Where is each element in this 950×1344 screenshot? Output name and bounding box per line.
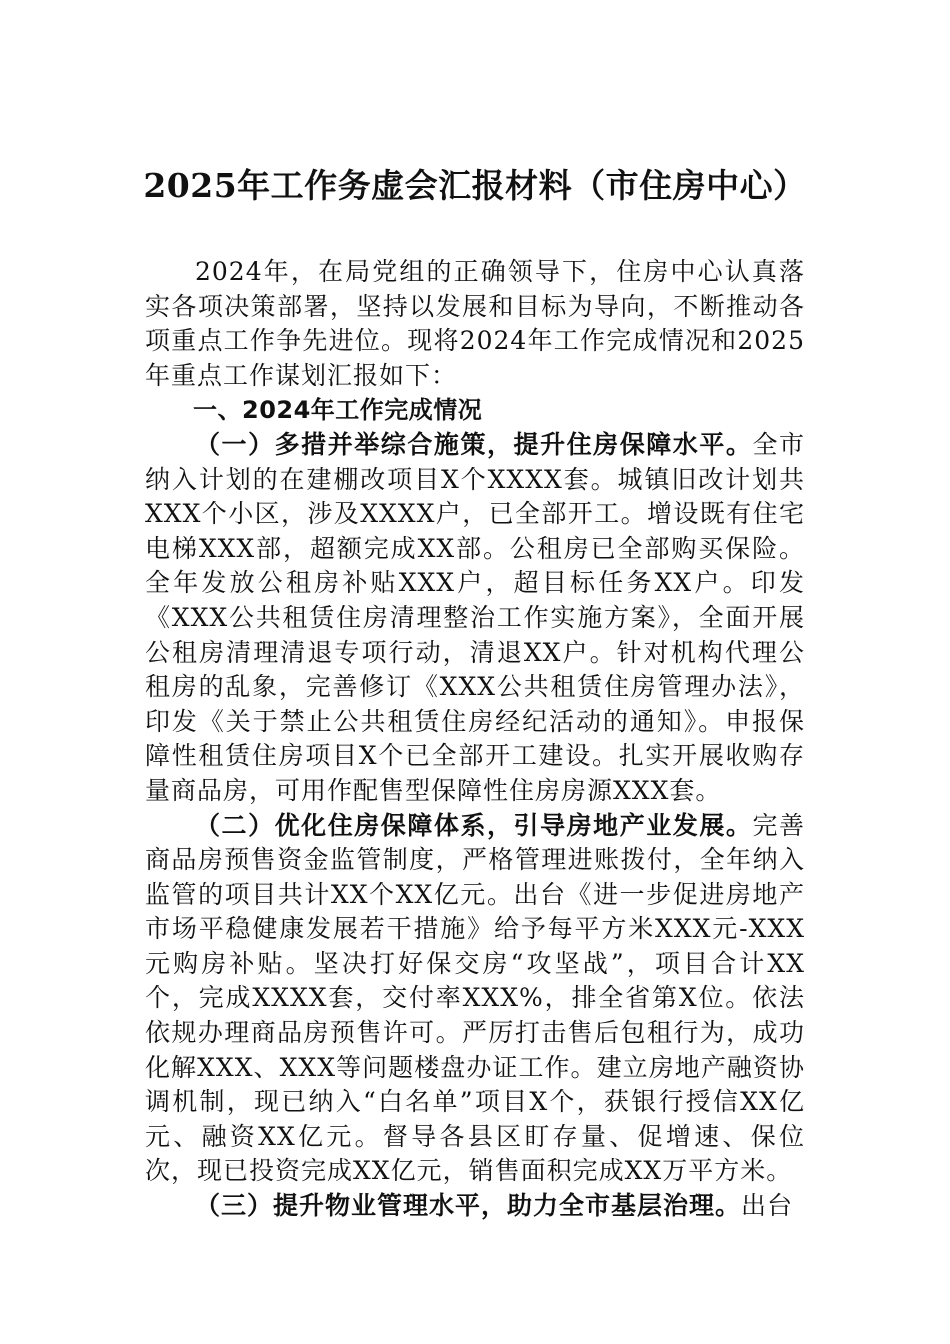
paragraph-housing-security [145,428,805,809]
section-heading: 一、2024年工作完成情况 [193,396,483,425]
intro-paragraph: 2024年，在局党组的正确领导下，住房中心认真落实各项决策部署，坚持以发展和目标为导向，不断推动各项重点工作争先进位。现将2024年工作完成情况和2025年重点工作谋划汇报如下： [145,257,805,390]
paragraph-property-management [145,1189,805,1224]
paragraph-body: 全市纳入计划的在建棚改项目X个XXXX套。城镇旧改计划共XXX个小区，涉及XXXX户，已全部开工。增设既有住宅电梯XXX部，超额完成XX部。公租房已全部购买保险。全年发放公租房补贴XXX户，超目标任务XX户。印发《XXX公共租赁住房清理整治工作实施方案》，全面开展公租房清理清退专项行动，清退XX户。针对机构代理公租房的乱象，完善修订《XXX公共租赁住房管理办法》，印发《关于禁止公共租赁住房经纪活动的通知》。申报保障性租赁住房项目X个已全部开工建设。扎实开展收购存量商品房，可用作配售型保障性住房房源XXX套。 [145,429,805,805]
paragraph-lead: （二）优化住房保障体系，引导房地产业发展。 [195,810,753,840]
document-body [145,255,805,1224]
paragraph-lead: （三）提升物业管理水平，助力全市基层治理。 [195,1191,742,1221]
paragraph-body: 出台 [741,1191,794,1221]
paragraph-body: 完善商品房预售资金监管制度，严格管理进账拨付，全年纳入监管的项目共计XX个XX亿元。出台《进一步促进房地产市场平稳健康发展若干措施》给予每平方米XXX元-XXX元购房补贴。坚决打好保交房“攻坚战”，项目合计XX个，完成XXXX套，交付率XXX%，排全省第X位。依法依规办理商品房预售许可。严厉打击售后包租行为，成功化解XXX、XXX等问题楼盘办证工作。建立房地产融资协调机制，现已纳入“白名单”项目X个，获银行授信XX亿元、融资XX亿元。督导各县区盯存量、促增速、保位次，现已投资完成XX亿元，销售面积完成XX万平方米。 [145,810,805,1186]
paragraph-real-estate [145,809,805,1190]
document-title: 2025年工作务虚会汇报材料（市住房中心） [143,166,807,205]
paragraph-lead: （一）多措并举综合施策，提升住房保障水平。 [195,429,753,459]
